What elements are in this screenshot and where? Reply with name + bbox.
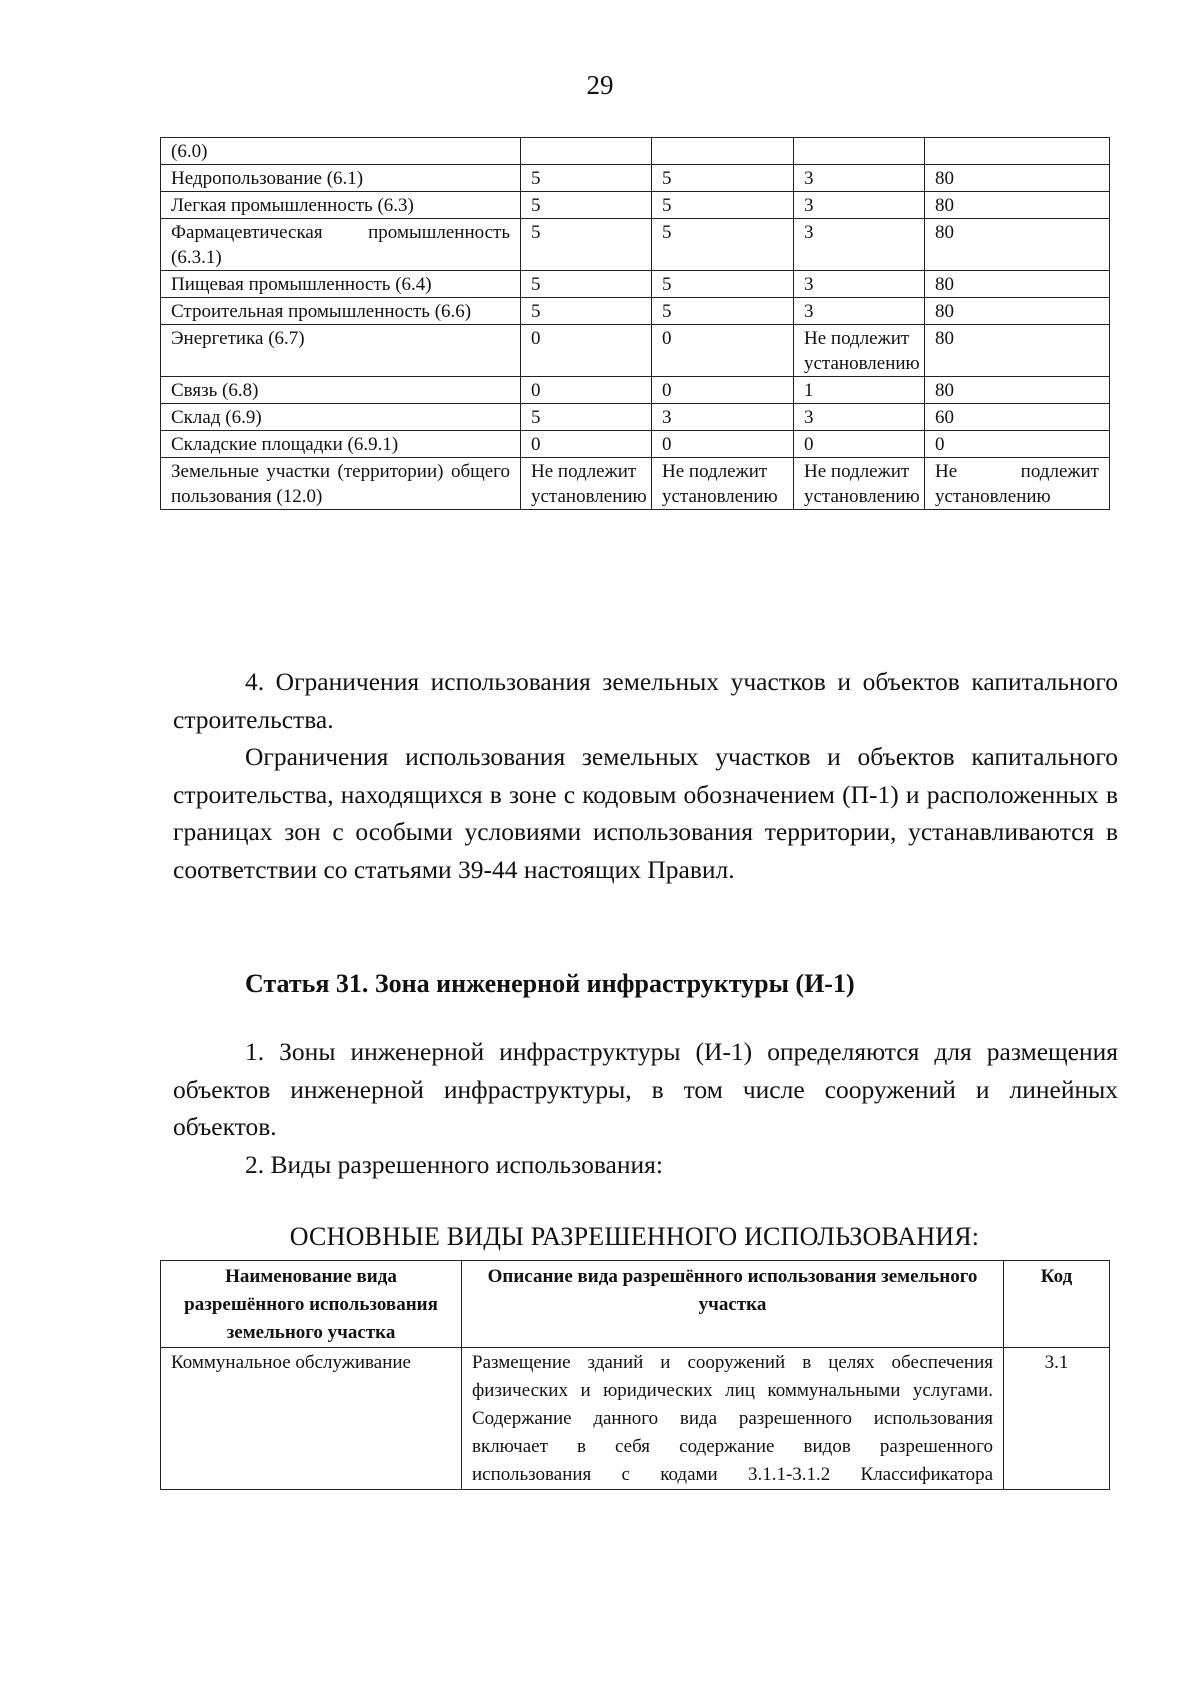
value-cell: Не подлежит установлению (521, 458, 652, 510)
table-row (161, 192, 1110, 219)
value-cell: 0 (652, 325, 794, 377)
value-cell: Не подлежит установлению (794, 458, 925, 510)
permitted-uses-table (160, 1260, 1110, 1490)
value-cell: 80 (925, 271, 1110, 298)
table-row (161, 377, 1110, 404)
value-cell: 5 (521, 219, 652, 271)
header-description: Описание вида разрешённого использования земельного участка (462, 1261, 1004, 1348)
use-code-cell: 3.1 (1004, 1348, 1110, 1490)
table-row (161, 1348, 1110, 1490)
header-code: Код (1004, 1261, 1110, 1348)
use-name-cell: Связь (6.8) (161, 377, 521, 404)
value-cell: 3 (794, 298, 925, 325)
value-cell: 0 (521, 431, 652, 458)
value-cell (521, 138, 652, 165)
table-row (161, 431, 1110, 458)
use-name-cell: Складские площадки (6.9.1) (161, 431, 521, 458)
page-number: 29 (586, 70, 614, 100)
value-cell: 5 (521, 165, 652, 192)
value-cell: 5 (652, 271, 794, 298)
value-cell: 3 (794, 219, 925, 271)
table-row (161, 138, 1110, 165)
use-name-cell: Легкая промышленность (6.3) (161, 192, 521, 219)
use-name-cell: Недропользование (6.1) (161, 165, 521, 192)
use-name-cell: Коммунальное обслуживание (161, 1348, 462, 1490)
value-cell: 3 (794, 271, 925, 298)
use-name-cell: Пищевая промышленность (6.4) (161, 271, 521, 298)
value-cell: 80 (925, 165, 1110, 192)
header-name: Наименование вида разрешённого использования земельного участка (161, 1261, 462, 1348)
value-cell: 3 (794, 165, 925, 192)
value-cell: 5 (652, 192, 794, 219)
value-cell: 5 (652, 165, 794, 192)
value-cell (652, 138, 794, 165)
use-name-cell: Энергетика (6.7) (161, 325, 521, 377)
table-row (161, 458, 1110, 510)
table-row (161, 271, 1110, 298)
value-cell (925, 138, 1110, 165)
value-cell: 0 (521, 325, 652, 377)
value-cell: 0 (652, 431, 794, 458)
value-cell: 0 (652, 377, 794, 404)
value-cell: 3 (794, 192, 925, 219)
value-cell: 80 (925, 219, 1110, 271)
value-cell: 80 (925, 298, 1110, 325)
table-row (161, 325, 1110, 377)
value-cell: Не подлежит установлению (925, 458, 1110, 510)
value-cell: 60 (925, 404, 1110, 431)
use-name-cell: Строительная промышленность (6.6) (161, 298, 521, 325)
indicator-table (160, 137, 1110, 510)
value-cell: 0 (521, 377, 652, 404)
paragraph-restrictions-detail: Ограничения использования земельных участков и объектов капитального строительства, находящихся в зоне с кодовым обозначением (П-1) и расположенных в границах зон с особыми условиями использования территории, устанавливаются в соответствии со статьями 39-44 настоящих Правил. (173, 742, 1118, 884)
use-name-cell: Фармацевтическая промышленность (6.3.1) (161, 219, 521, 271)
use-description-cell: Размещение зданий и сооружений в целях обеспечения физических и юридических лиц коммунальными услугами. Содержание данного вида разрешенного использования включает в себя содержание видов разрешенного использования с кодами 3.1.1-3.1.2 Классификатора (462, 1348, 1004, 1490)
table-row (161, 165, 1110, 192)
table-row (161, 219, 1110, 271)
value-cell (794, 138, 925, 165)
table-row (161, 404, 1110, 431)
value-cell: 80 (925, 325, 1110, 377)
value-cell: 5 (521, 192, 652, 219)
value-cell: 5 (521, 404, 652, 431)
value-cell: 1 (794, 377, 925, 404)
value-cell: 5 (521, 271, 652, 298)
use-name-cell: (6.0) (161, 138, 521, 165)
value-cell: 5 (652, 219, 794, 271)
paragraph-restrictions: 4. Ограничения использования земельных участков и объектов капитального строительства. (173, 667, 1118, 734)
value-cell: 3 (794, 404, 925, 431)
value-cell: 80 (925, 377, 1110, 404)
paragraph-permitted-uses: 2. Виды разрешенного использования: (245, 1150, 663, 1179)
table-caption: ОСНОВНЫЕ ВИДЫ РАЗРЕШЕННОГО ИСПОЛЬЗОВАНИЯ: (289, 1222, 980, 1251)
use-name-cell: Склад (6.9) (161, 404, 521, 431)
value-cell: Не подлежит установлению (794, 325, 925, 377)
value-cell: 5 (521, 298, 652, 325)
table-row (161, 298, 1110, 325)
article-heading: Статья 31. Зона инженерной инфраструктуры (И-1) (245, 969, 855, 998)
value-cell: 80 (925, 192, 1110, 219)
value-cell: Не подлежит установлению (652, 458, 794, 510)
value-cell: 3 (652, 404, 794, 431)
paragraph-zone-definition: 1. Зоны инженерной инфраструктуры (И-1) определяются для размещения объектов инженерной инфраструктуры, в том числе сооружений и линейных объектов. (173, 1037, 1118, 1141)
value-cell: 0 (925, 431, 1110, 458)
table-header-row (161, 1261, 1110, 1348)
use-name-cell: Земельные участки (территории) общего пользования (12.0) (161, 458, 521, 510)
value-cell: 5 (652, 298, 794, 325)
value-cell: 0 (794, 431, 925, 458)
